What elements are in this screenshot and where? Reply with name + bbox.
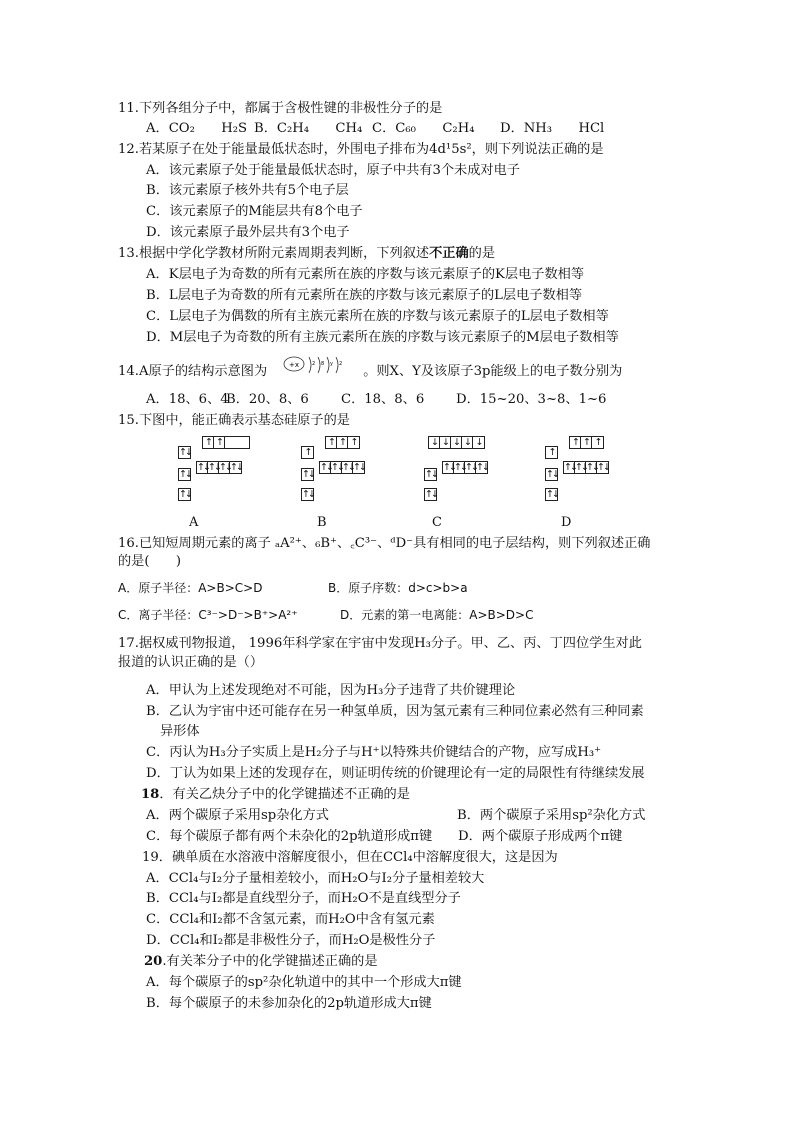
orbital-cell: ↑↓: [208, 462, 220, 473]
q17-stem-line2: 报道的认识正确的是（）: [118, 655, 264, 670]
orbital-cell: ↑: [326, 437, 337, 448]
q11-option-d: D．NH₃ HCl: [500, 121, 605, 136]
q11-options: [146, 120, 604, 137]
q14-option-b: B．20、8、6: [226, 392, 309, 407]
orbital-cell: ↑: [214, 437, 225, 448]
q14-stem: [118, 363, 622, 380]
orbital-cell: ↑↓: [197, 462, 209, 473]
orbital-cell: ↑: [581, 437, 592, 448]
q20-stem: [144, 953, 378, 970]
q16-option-d: D．元素的第一电离能：A>B>D>C: [340, 608, 534, 622]
q12-option-a: A．该元素原子处于能量最低状态时，原子中共有3个未成对电子: [146, 163, 520, 178]
q13-option-a: A．K层电子为奇数的所有元素所在族的序数与该元素原子的K层电子数相等: [146, 267, 585, 282]
q12-option-b: B．该元素原子核外共有5个电子层: [146, 183, 349, 198]
q20-number: 20: [144, 954, 163, 969]
diagram-d-3p: [569, 436, 604, 449]
orbital-cell: ↓: [451, 437, 462, 448]
q13-stem-post: 的是: [468, 246, 496, 261]
q11-option-c: C．C₆₀ C₂H₄: [372, 121, 475, 136]
q16-option-c: C．离子半径：C³⁻>D⁻>B⁺>A²⁺: [118, 608, 298, 622]
orbital-cell: ↑↓: [353, 462, 365, 473]
diagram-a-2p: [196, 461, 242, 474]
q18-option-c: C．每个碳原子都有两个未杂化的2p轨道形成π键: [146, 829, 433, 844]
diagram-b-1s: [301, 488, 314, 501]
orbital-cell: ↑: [304, 447, 311, 458]
q17-option-b-line2: 异形体: [160, 724, 200, 739]
orbital-cell: ↑↓: [342, 462, 354, 473]
svg-text:+x: +x: [288, 361, 300, 369]
orbital-cell: ↑: [570, 437, 581, 448]
q12-option-d: D．该元素原子最外层共有3个电子: [146, 225, 350, 240]
q19-option-b: B．CCl₄与I₂都是直线型分子，而H₂O不是直线型分子: [146, 891, 461, 906]
diagram-c-2s: [424, 468, 437, 481]
q19-option-a: A．CCl₄与I₂分子量相差较小，而H₂O与I₂分子量相差较大: [146, 871, 485, 886]
orbital-cell: ↑↓: [179, 469, 191, 480]
orbital-cell: ↓: [440, 437, 451, 448]
orbital-cell: ↑↓: [331, 462, 343, 473]
orbital-cell: ↑↓: [546, 469, 558, 480]
diagram-d-1s: [545, 488, 558, 501]
q13-option-b: B．L层电子为奇数的所有元素所在族的序数与该元素原子的L层电子数相等: [146, 288, 583, 303]
orbital-cell: ↑↓: [179, 447, 191, 458]
svg-text:y: y: [330, 361, 333, 367]
orbital-cell: ↑: [337, 437, 348, 448]
diagram-d-2s: [545, 468, 558, 481]
orbital-cell: ↑↓: [564, 462, 576, 473]
diagram-label-d: D: [561, 515, 572, 530]
orbital-cell: ↓: [475, 437, 482, 448]
q17-option-c: C．丙认为H₃分子实质上是H₂分子与H⁺以特殊共价键结合的产物，应写成H₃⁺: [146, 745, 602, 760]
diagram-c-2p: [442, 461, 488, 474]
orbital-cell: [225, 437, 249, 448]
q11-option-b: B．C₂H₄ CH₄: [254, 121, 363, 136]
orbital-cell: ↓: [462, 437, 473, 448]
svg-text:2: 2: [312, 361, 316, 367]
orbital-cell: ↓: [429, 437, 440, 448]
orbital-cell: ↑: [203, 437, 214, 448]
q19-stem: 19．碘单质在水溶液中溶解度很小，但在CCl₄中溶解度很大，这是因为: [142, 850, 558, 865]
svg-text:8: 8: [321, 361, 325, 367]
q16-stem-line2: 的是( ): [118, 554, 182, 569]
q20-stem-text: .有关苯分子中的化学键描述正确的是: [162, 954, 378, 969]
q18-stem: [141, 786, 410, 803]
q14-option-d: D．15~20、3~8、1~6: [456, 392, 607, 407]
diagram-b-2s: [301, 468, 314, 481]
diagram-a-2s: [178, 468, 191, 481]
orbital-cell: ↑: [548, 447, 555, 458]
diagram-c-3sp: [428, 436, 485, 449]
svg-text:2: 2: [339, 361, 343, 367]
q13-stem-emphasis: 不正确: [429, 246, 469, 261]
diagram-a-1s: [178, 488, 191, 501]
q15-stem: 15.下图中，能正确表示基态硅原子的是: [118, 413, 350, 428]
orbital-cell: ↑↓: [425, 489, 437, 500]
orbital-cell: ↑↓: [586, 462, 598, 473]
orbital-cell: ↑↓: [302, 469, 314, 480]
orbital-cell: ↑↓: [219, 462, 231, 473]
q19-option-c: C．CCl₄和I₂都不含氢元素，而H₂O中含有氢元素: [146, 912, 435, 927]
q13-option-d: D．M层电子为奇数的所有主族元素所在族的序数与该元素原子的M层电子数相等: [146, 330, 619, 345]
q13-option-c: C．L层电子为偶数的所有主族元素所在族的序数与该元素原子的L层电子数相等: [146, 309, 609, 324]
orbital-cell: ↑: [594, 437, 601, 448]
diagram-b-3p: [325, 436, 360, 449]
q13-stem: [118, 245, 495, 262]
orbital-cell: ↑↓: [425, 469, 437, 480]
orbital-cell: ↑↓: [476, 462, 488, 473]
orbital-cell: ↑↓: [546, 489, 558, 500]
q13-stem-pre: 13.根据中学化学教材所附元素周期表判断，下列叙述: [118, 246, 430, 261]
diagram-d-2p: [563, 461, 609, 474]
orbital-cell: ↑↓: [302, 489, 314, 500]
q14-option-a: A．18、6、4: [146, 392, 229, 407]
q18-number: 18: [141, 787, 160, 802]
diagram-label-b: B: [317, 515, 327, 530]
orbital-cell: ↑↓: [454, 462, 466, 473]
diagram-a-3s: [178, 446, 191, 459]
q12-option-c: C．该元素原子的M能层共有8个电子: [146, 204, 363, 219]
q14-option-c: C．18、8、6: [341, 392, 425, 407]
orbital-cell: ↑↓: [575, 462, 587, 473]
q16-option-a: A．原子半径：A>B>C>D: [118, 581, 263, 595]
q19-option-d: D．CCl₄和I₂都是非极性分子，而H₂O是极性分子: [146, 933, 436, 948]
diagram-label-c: C: [432, 515, 442, 530]
orbital-cell: ↑↓: [465, 462, 477, 473]
q11-stem: 11.下列各组分子中，都属于含极性键的非极性分子的是: [118, 101, 443, 116]
q16-stem-line1: 16.已知短周期元素的离子 ₐA²⁺、₆B⁺、꜀C³⁻、ᵈD⁻具有相同的电子层结构，则下列叙述正确: [118, 536, 651, 551]
orbital-cell: ↑↓: [320, 462, 332, 473]
q16-option-b: B．原子序数：d>c>b>a: [328, 581, 468, 595]
q17-option-d: D．丁认为如果上述的发现存在，则证明传统的价键理论有一定的局限性有待继续发展: [146, 766, 645, 781]
q18-option-a: A．两个碳原子采用sp杂化方式: [146, 808, 329, 823]
q14-stem-post: 。则X、Y及该原子3p能级上的电子数分别为: [363, 364, 623, 379]
orbital-cell: ↑↓: [443, 462, 455, 473]
q17-option-a: A．甲认为上述发现绝对不可能，因为H₃分子违背了共价键理论: [146, 683, 516, 698]
diagram-d-3s: [545, 446, 558, 459]
q17-option-b-line1: B．乙认为宇宙中还可能存在另一种氢单质，因为氢元素有三种同位素必然有三种同素: [146, 704, 644, 719]
diagram-b-2p: [319, 461, 365, 474]
q18-stem-text: ．有关乙炔分子中的化学键描述不正确的是: [159, 787, 410, 802]
orbital-cell: ↑↓: [230, 462, 242, 473]
q18-option-d: D．两个碳原子形成两个π键: [458, 829, 623, 844]
q20-option-a: A．每个碳原子的sp²杂化轨道中的其中一个形成大π键: [146, 975, 462, 990]
diagram-label-a: A: [189, 515, 199, 530]
q12-stem: 12.若某原子在处于能量最低状态时，外围电子排布为4d¹5s²，则下列说法正确的是: [118, 142, 604, 157]
orbital-cell: ↑↓: [597, 462, 609, 473]
orbital-cell: ↑↓: [179, 489, 191, 500]
q17-stem-line1: 17.据权威刊物报道， 1996年科学家在宇宙中发现H₃分子。甲、乙、丙、丁四位学生对此: [118, 636, 642, 651]
q20-option-b: B．每个碳原子的未参加杂化的2p轨道形成大π键: [146, 996, 432, 1011]
atom-structure-diagram: [282, 354, 352, 380]
q11-option-a: A．CO₂ H₂S: [146, 121, 248, 136]
q14-stem-pre: 14.A原子的结构示意图为: [118, 364, 268, 379]
orbital-cell: ↑: [350, 437, 357, 448]
q18-option-b: B．两个碳原子采用sp²杂化方式: [457, 808, 646, 823]
diagram-a-3p: [202, 436, 250, 449]
q14-options: [146, 391, 606, 408]
diagram-c-1s: [424, 488, 437, 501]
diagram-b-3s: [301, 446, 314, 459]
